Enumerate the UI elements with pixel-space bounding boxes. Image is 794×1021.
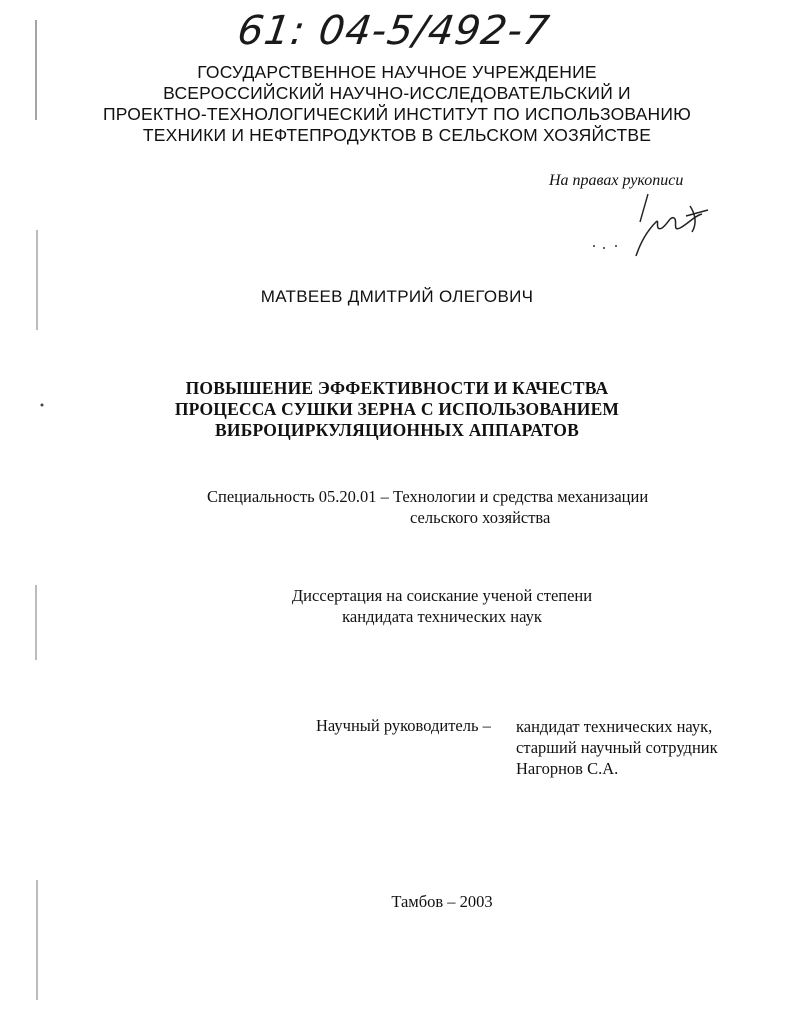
supervisor-label: Научный руководитель – bbox=[316, 716, 491, 735]
organization-name bbox=[0, 62, 794, 146]
scan-edge-marks bbox=[30, 0, 44, 1021]
supervisor-line: кандидат технических наук, bbox=[516, 717, 713, 736]
organization-line: ТЕХНИКИ И НЕФТЕПРОДУКТОВ В СЕЛЬСКОМ ХОЗЯЙСТВЕ bbox=[142, 125, 652, 145]
degree-statement bbox=[190, 585, 694, 627]
author-signature bbox=[590, 188, 720, 258]
supervisor-details bbox=[516, 716, 718, 779]
author-name: МАТВЕЕВ ДМИТРИЙ ОЛЕГОВИЧ bbox=[260, 287, 534, 306]
city-year: Тамбов – 2003 bbox=[391, 892, 493, 911]
organization-line: ВСЕРОССИЙСКИЙ НАУЧНО-ИССЛЕДОВАТЕЛЬСКИЙ И bbox=[163, 83, 631, 103]
degree-line-2: кандидата технических наук bbox=[342, 607, 542, 626]
title-line: ПРОЦЕССА СУШКИ ЗЕРНА С ИСПОЛЬЗОВАНИЕМ bbox=[174, 399, 620, 419]
organization-line: ГОСУДАРСТВЕННОЕ НАУЧНОЕ УЧРЕЖДЕНИЕ bbox=[197, 62, 597, 82]
title-line: ВИБРОЦИРКУЛЯЦИОННЫХ АППАРАТОВ bbox=[215, 420, 579, 440]
specialty-line-2: сельского хозяйства bbox=[410, 508, 551, 527]
organization-line: ПРОЕКТНО-ТЕХНОЛОГИЧЕСКИЙ ИНСТИТУТ ПО ИСПОЛЬЗОВАНИЮ bbox=[102, 104, 692, 124]
manuscript-rights-note: На правах рукописи bbox=[549, 172, 684, 189]
dissertation-title bbox=[0, 378, 794, 441]
degree-line-1: Диссертация на соискание ученой степени bbox=[291, 586, 593, 605]
specialty-line-1: Специальность 05.20.01 – Технологии и средства механизации bbox=[207, 487, 649, 506]
supervisor-line: Нагорнов С.А. bbox=[516, 759, 619, 778]
title-line: ПОВЫШЕНИЕ ЭФФЕКТИВНОСТИ И КАЧЕСТВА bbox=[185, 378, 609, 398]
supervisor-line: старший научный сотрудник bbox=[516, 738, 718, 757]
archive-mark-handwritten: 61: 04-5/492-7 bbox=[234, 8, 553, 54]
